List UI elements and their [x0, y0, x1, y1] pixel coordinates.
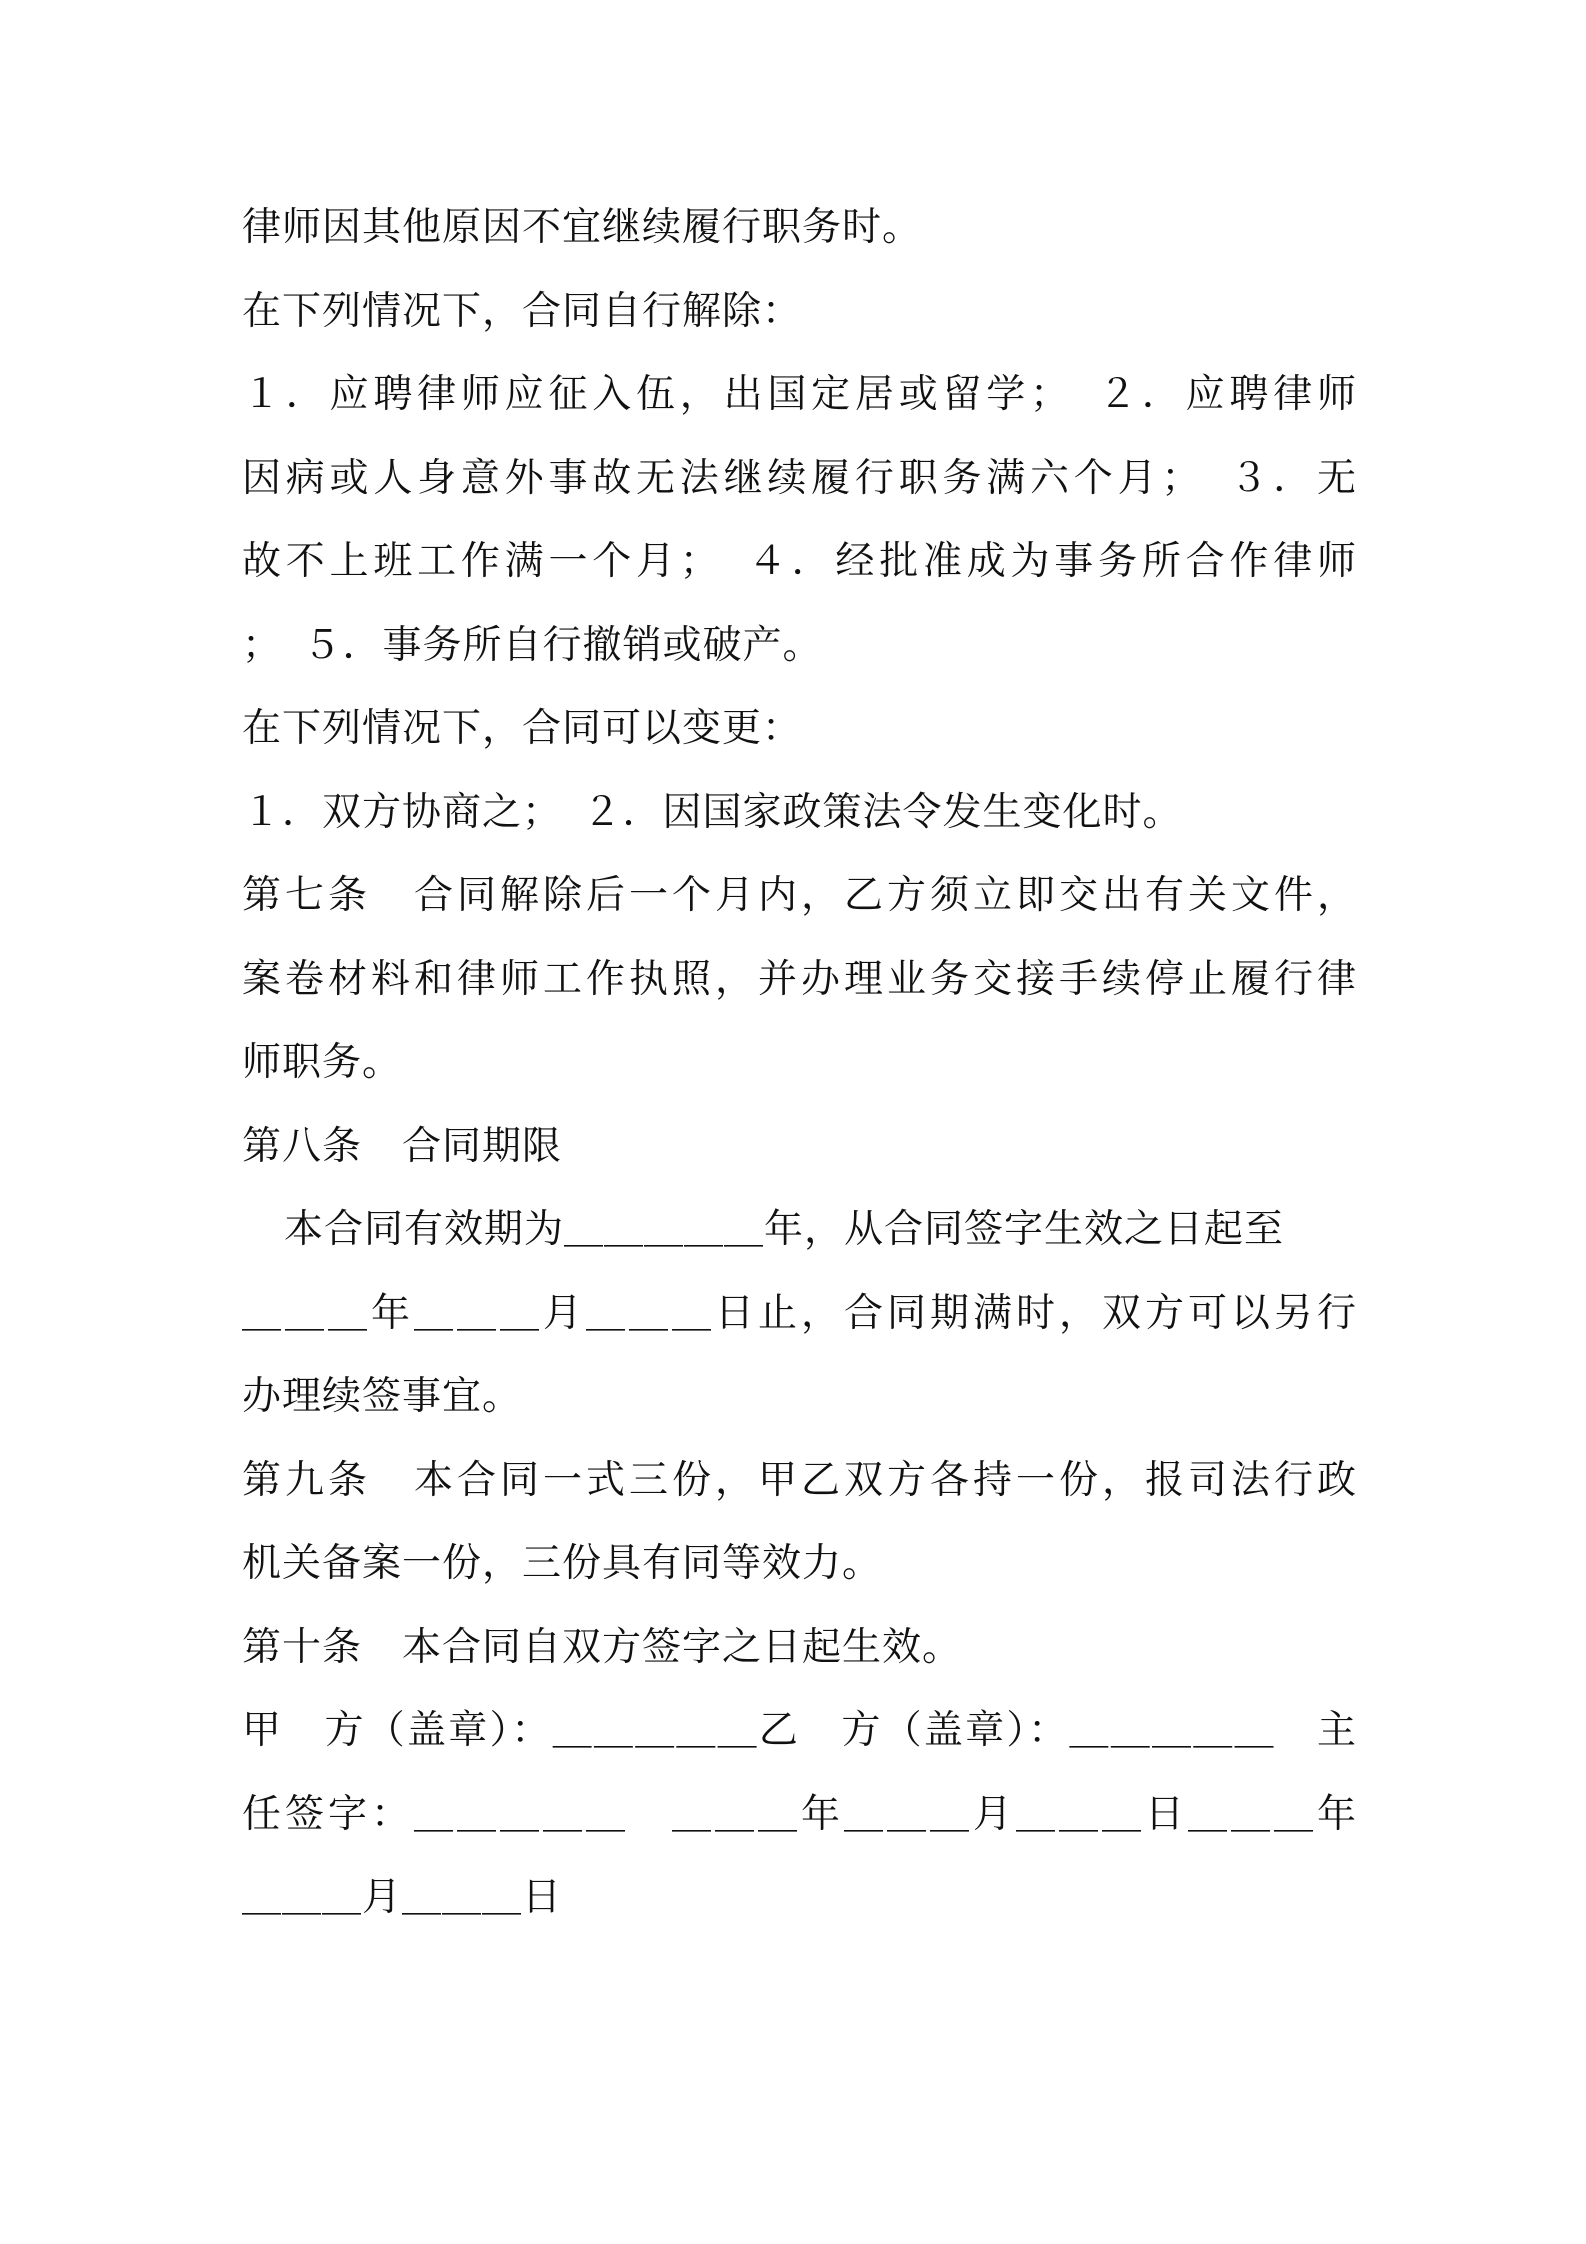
text-line-13: 本合同有效期为＿＿＿＿＿年，从合同签字生效之日起至 — [284, 1207, 1285, 1252]
text-line-14: ＿＿＿年＿＿＿月＿＿＿日止，合同期满时，双方可以另行 — [242, 1290, 1357, 1336]
text-line-11: 师职务。 — [242, 1040, 403, 1085]
text-line-15: 办理续签事宜。 — [242, 1374, 523, 1419]
text-line-12: 第八条 合同期限 — [242, 1123, 563, 1169]
text-line-21: ＿＿＿月＿＿＿日 — [242, 1875, 563, 1920]
text-line-17: 机关备案一份，三份具有同等效力。 — [242, 1541, 883, 1586]
text-line-2: 在下列情况下，合同自行解除： — [242, 288, 803, 334]
text-line-5: 故不上班工作满一个月； ４．经批准成为事务所合作律师 — [242, 539, 1357, 584]
text-line-3: １．应聘律师应征入伍，出国定居或留学； ２．应聘律师 — [242, 372, 1357, 417]
text-line-10: 案卷材料和律师工作执照，并办理业务交接手续停止履行律 — [242, 956, 1357, 1002]
document-body — [242, 186, 1357, 1940]
text-line-16: 第九条 本合同一式三份，甲乙双方各持一份，报司法行政 — [242, 1457, 1357, 1503]
text-line-4: 因病或人身意外事故无法继续履行职务满六个月； ３．无 — [242, 455, 1357, 501]
text-line-9: 第七条 合同解除后一个月内，乙方须立即交出有关文件， — [242, 873, 1357, 918]
text-line-19: 甲 方（盖章）：＿＿＿＿＿乙 方（盖章）：＿＿＿＿＿ 主 — [242, 1708, 1357, 1753]
text-line-20: 任签字：＿＿＿＿＿ ＿＿＿年＿＿＿月＿＿＿日＿＿＿年 — [242, 1791, 1357, 1837]
text-line-7: 在下列情况下，合同可以变更： — [242, 706, 803, 751]
text-line-6: ； ５．事务所自行撤销或破产。 — [242, 622, 823, 668]
text-line-18: 第十条 本合同自双方签字之日起生效。 — [242, 1624, 963, 1670]
text-line-8: １．双方协商之； ２．因国家政策法令发生变化时。 — [242, 789, 1183, 835]
text-line-1: 律师因其他原因不宜继续履行职务时。 — [242, 205, 923, 250]
